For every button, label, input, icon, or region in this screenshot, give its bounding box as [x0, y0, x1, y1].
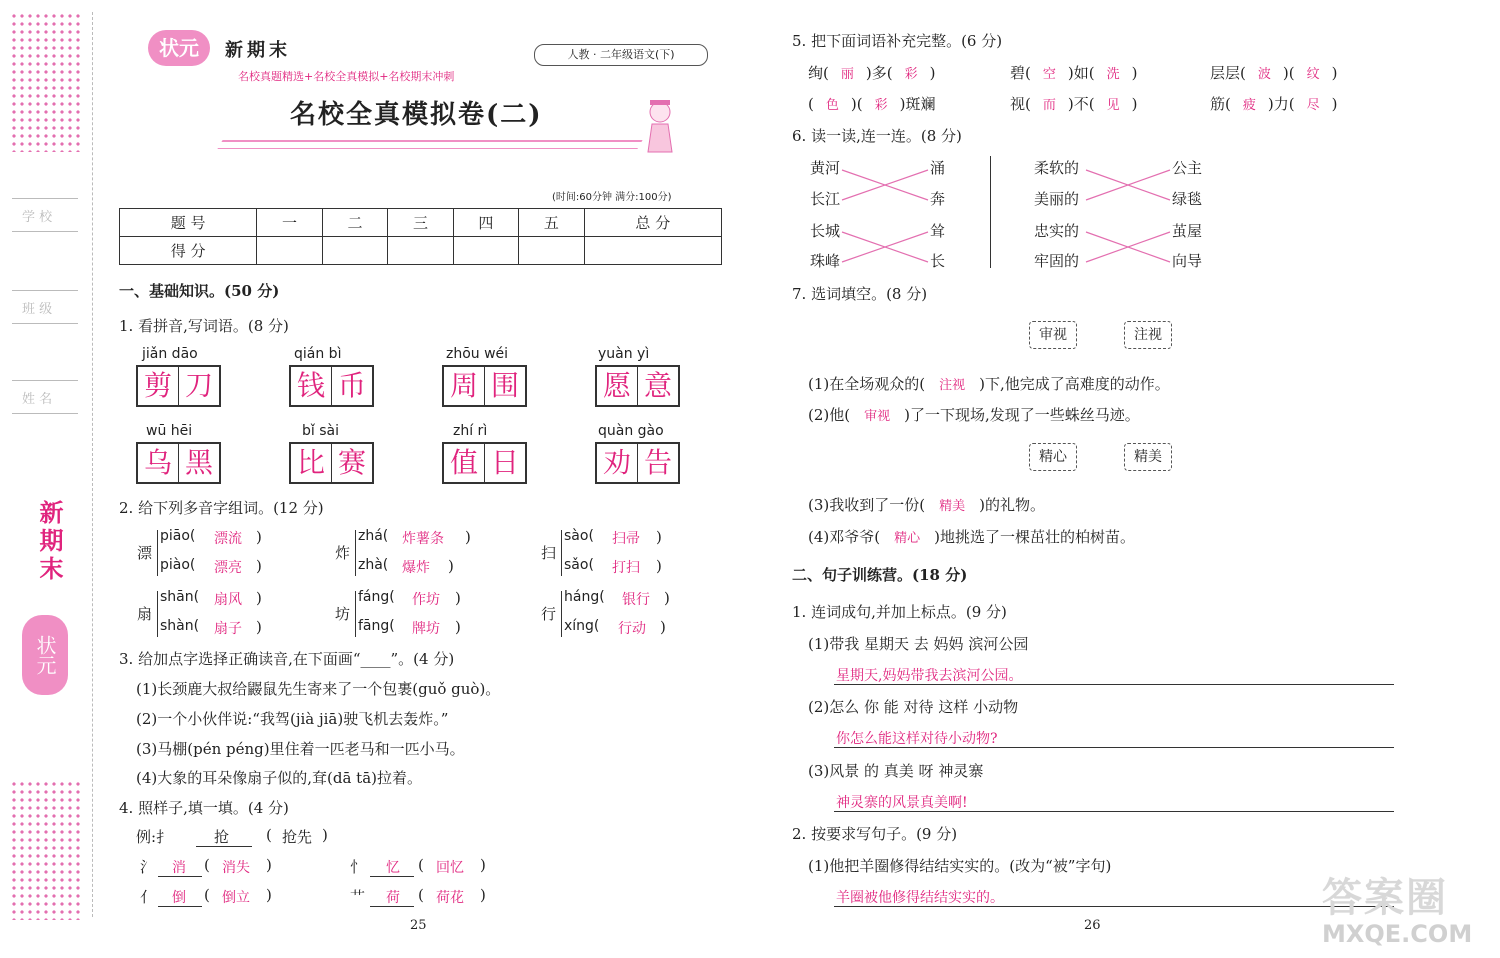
idiom-row: 绚( 丽 )多( 彩 ): [808, 64, 936, 82]
answer: 打扫: [612, 560, 640, 576]
page-number: 26: [1084, 918, 1101, 933]
char-grid: 周 围: [442, 365, 527, 407]
pinyin: shān(: [160, 589, 200, 605]
match-item[interactable]: 黄河: [810, 159, 841, 177]
paren: (: [266, 826, 272, 844]
radical: 氵: [140, 858, 156, 876]
paren: ): [256, 557, 262, 575]
fill-sentence: (3)我收到了一份( 精美 )的礼物。: [808, 496, 1045, 514]
word-box: 审视: [1029, 321, 1077, 349]
sentence: (3)马棚(pén péng)里住着一匹老马和一匹小马。: [136, 740, 465, 758]
paren: (: [418, 886, 424, 904]
idiom-row: 层层( 波 )( 纹 ): [1210, 64, 1338, 82]
brace: [157, 530, 158, 576]
watermark-logo: 答案圈: [1322, 875, 1448, 921]
answer-line: [834, 747, 1394, 748]
answer: 漂流: [214, 531, 242, 547]
table-cell: 四: [453, 209, 518, 237]
pinyin: sǎo(: [564, 557, 594, 573]
brace: [355, 591, 356, 637]
score-input[interactable]: [584, 237, 721, 265]
match-item[interactable]: 忠实的: [1034, 222, 1080, 240]
match-item[interactable]: 美丽的: [1034, 190, 1080, 208]
answer: 扫帚: [612, 531, 640, 547]
paren: (: [204, 886, 210, 904]
question-4: 4. 照样子,填一填。(4 分): [119, 799, 289, 817]
idiom-row: 碧( 空 )如( 洗 ): [1010, 64, 1138, 82]
paren: (: [418, 856, 424, 874]
name-field[interactable]: 姓 名: [12, 380, 78, 414]
brace: [157, 591, 158, 637]
answer: 消失: [222, 860, 250, 876]
answer-line: [834, 684, 1394, 685]
pinyin: sào(: [564, 528, 594, 544]
answer: 牌坊: [412, 621, 440, 637]
word-box: 精美: [1124, 443, 1172, 471]
example-label: 例:扌: [136, 828, 172, 846]
dot-pattern-bottom: [10, 780, 82, 920]
brace: [561, 530, 562, 576]
binding-line: [92, 12, 93, 917]
answer: 神灵寨的风景真美啊!: [836, 795, 968, 811]
paren: ): [664, 589, 670, 607]
answer: 你怎么能这样对待小动物?: [836, 731, 998, 747]
paren: ): [480, 856, 486, 874]
table-cell: 得 分: [120, 237, 257, 265]
brand-logo: 状元: [148, 30, 210, 66]
pinyin: háng(: [564, 589, 605, 605]
answer-line: [834, 811, 1394, 812]
table-row: [120, 209, 722, 237]
char-grid: 劝 告: [595, 442, 680, 484]
match-item[interactable]: 绿毯: [1172, 190, 1203, 208]
example-answer: 抢: [214, 828, 230, 846]
answer: 荷: [386, 890, 400, 906]
pinyin: piāo(: [160, 528, 196, 544]
series-name: 新期末: [225, 40, 291, 61]
pinyin: yuàn yì: [598, 346, 650, 362]
answer-line: [834, 906, 1394, 907]
match-item[interactable]: 珠峰: [810, 252, 841, 270]
answer: 倒立: [222, 890, 250, 906]
pinyin: piào(: [160, 557, 196, 573]
polyphone-char: 炸: [335, 544, 351, 562]
match-item[interactable]: 长江: [810, 190, 841, 208]
pinyin: zhí rì: [453, 423, 488, 439]
watermark-url: MXQE.COM: [1322, 920, 1473, 948]
underline: [370, 876, 414, 877]
pinyin: shàn(: [160, 618, 200, 634]
sidebar-logo: 状元: [22, 615, 68, 695]
pinyin: xíng(: [564, 618, 600, 634]
paren: ): [266, 886, 272, 904]
answer: 扇风: [214, 592, 242, 608]
match-item[interactable]: 耸: [930, 222, 946, 240]
question-5: 5. 把下面词语补充完整。(6 分): [792, 32, 1003, 50]
answer: 荷花: [436, 890, 464, 906]
idiom-row: 视( 而 )不( 见 ): [1010, 95, 1138, 113]
school-field[interactable]: 学 校: [12, 198, 78, 232]
paren: ): [256, 618, 262, 636]
exam-info: (时间:60分钟 满分:100分): [552, 192, 672, 203]
pinyin: quàn gào: [598, 423, 664, 439]
class-field[interactable]: 班 级: [12, 290, 78, 324]
word-list: (1)带我 星期天 去 妈妈 滨河公园: [808, 635, 1029, 653]
paren: ): [660, 618, 666, 636]
match-item[interactable]: 涌: [930, 159, 946, 177]
sentence: (1)长颈鹿大叔给鼹鼠先生寄来了一个包裹(guǒ guò)。: [136, 680, 501, 698]
fill-sentence: (1)在全场观众的( 注视 )下,他完成了高难度的动作。: [808, 375, 1170, 393]
answer: 漂亮: [214, 560, 242, 576]
brace: [561, 591, 562, 637]
match-item[interactable]: 牢固的: [1034, 252, 1080, 270]
word-list: (2)怎么 你 能 对待 这样 小动物: [808, 698, 1019, 716]
sentence: (2)一个小伙伴说:“我驾(jià jiā)驶飞机去轰炸。”: [136, 710, 449, 728]
section-heading: 二、句子训练营。(18 分): [792, 566, 968, 584]
answer: 忆: [386, 860, 400, 876]
match-lines-right: [1084, 160, 1172, 270]
polyphone-char: 扇: [137, 605, 153, 623]
paren: ): [455, 618, 461, 636]
book-tag: 人教 · 二年级语文(下): [534, 44, 708, 66]
char-grid: 比 赛: [289, 442, 374, 484]
page-number: 25: [410, 918, 427, 933]
word-list: (3)风景 的 真美 呀 神灵寨: [808, 762, 984, 780]
word-box: 精心: [1029, 443, 1077, 471]
table-cell: 五: [519, 209, 584, 237]
match-lines-left: [840, 160, 930, 270]
score-input[interactable]: [257, 237, 322, 265]
match-item[interactable]: 长: [930, 252, 946, 270]
word-box: 注视: [1124, 321, 1172, 349]
underline: [158, 906, 202, 907]
radical: 亻: [140, 888, 156, 906]
score-input[interactable]: [519, 237, 584, 265]
mascot-icon: [640, 96, 680, 156]
sentence: (4)大象的耳朵像扇子似的,耷(dā tā)拉着。: [136, 769, 423, 787]
score-input[interactable]: [322, 237, 387, 265]
paren: (: [204, 856, 210, 874]
page-title: 名校全真模拟卷(二): [290, 100, 543, 130]
answer: 倒: [172, 890, 186, 906]
match-item[interactable]: 柔软的: [1034, 159, 1080, 177]
paren: ): [266, 856, 272, 874]
paren: ): [465, 528, 471, 546]
idiom-row: ( 色 )( 彩 )斑斓: [808, 95, 936, 113]
pinyin: fāng(: [358, 618, 395, 634]
score-table: [119, 208, 722, 265]
match-item[interactable]: 奔: [930, 190, 946, 208]
table-cell: 一: [257, 209, 322, 237]
question-s2: 2. 按要求写句子。(9 分): [792, 825, 958, 843]
polyphone-char: 行: [541, 605, 557, 623]
sentence: (1)他把羊圈修得结结实实的。(改为“被”字句): [808, 857, 1112, 875]
table-row: [120, 237, 722, 265]
answer: 扇子: [214, 621, 242, 637]
answer: 炸薯条: [402, 531, 444, 547]
table-cell: 题 号: [120, 209, 257, 237]
question-2: 2. 给下列多音字组词。(12 分): [119, 499, 324, 517]
idiom-row: 筋( 疲 )力( 尽 ): [1210, 95, 1338, 113]
char-grid: 钱 币: [289, 365, 374, 407]
answer: 星期天,妈妈带我去滨河公园。: [836, 668, 1023, 684]
match-item[interactable]: 向导: [1172, 252, 1203, 270]
pinyin: bǐ sài: [302, 423, 339, 439]
char-grid: 剪 刀: [136, 365, 221, 407]
polyphone-char: 扫: [541, 544, 557, 562]
question-1: 1. 看拼音,写词语。(8 分): [119, 317, 289, 335]
radical: 艹: [350, 888, 366, 906]
table-cell: 总 分: [584, 209, 721, 237]
question-s1: 1. 连词成句,并加上标点。(9 分): [792, 603, 1007, 621]
sidebar-brand: 新期末: [35, 500, 64, 584]
match-item[interactable]: 公主: [1172, 159, 1203, 177]
question-6: 6. 读一读,连一连。(8 分): [792, 127, 962, 145]
pinyin: jiǎn dāo: [142, 346, 198, 362]
answer: 银行: [622, 592, 650, 608]
polyphone-char: 漂: [137, 544, 153, 562]
polyphone-char: 坊: [335, 605, 351, 623]
section-heading: 一、基础知识。(50 分): [119, 282, 280, 300]
pinyin: zhà(: [358, 557, 389, 573]
underline: [370, 906, 414, 907]
fill-sentence: (4)邓爷爷( 精心 )地挑选了一棵茁壮的柏树苗。: [808, 528, 1135, 546]
paren: ): [656, 557, 662, 575]
question-3: 3. 给加点字选择正确读音,在下面画“____”。(4 分): [119, 650, 455, 668]
char-grid: 乌 黑: [136, 442, 221, 484]
paren: ): [480, 886, 486, 904]
paren: ): [256, 528, 262, 546]
tagline: 名校真题精选+名校全真模拟+名校期末冲刺: [238, 70, 455, 83]
pinyin: wū hēi: [146, 423, 193, 439]
answer: 行动: [618, 621, 646, 637]
paren: ): [455, 589, 461, 607]
pinyin: qián bì: [294, 346, 342, 362]
match-item[interactable]: 长城: [810, 222, 841, 240]
divider: [990, 156, 991, 268]
paren: ): [256, 589, 262, 607]
score-input[interactable]: [388, 237, 453, 265]
paren: ): [656, 528, 662, 546]
underline: [196, 846, 252, 847]
answer: 回忆: [436, 860, 464, 876]
question-7: 7. 选词填空。(8 分): [792, 285, 928, 303]
paren: ): [448, 557, 454, 575]
title-underline: [217, 140, 642, 149]
answer: 作坊: [412, 592, 440, 608]
answer: 爆炸: [402, 560, 430, 576]
pinyin: fáng(: [358, 589, 395, 605]
score-input[interactable]: [453, 237, 518, 265]
radical: 忄: [350, 858, 366, 876]
pinyin: zhá(: [358, 528, 389, 544]
paren: ): [322, 826, 328, 844]
brace: [355, 530, 356, 576]
char-grid: 值 日: [442, 442, 527, 484]
fill-sentence: (2)他( 审视 )了一下现场,发现了一些蛛丝马迹。: [808, 406, 1140, 424]
table-cell: 二: [322, 209, 387, 237]
underline: [158, 876, 202, 877]
answer: 消: [172, 860, 186, 876]
dot-pattern-top: [10, 12, 82, 152]
answer: 羊圈被他修得结结实实的。: [836, 890, 1004, 906]
table-cell: 三: [388, 209, 453, 237]
match-item[interactable]: 茧屋: [1172, 222, 1203, 240]
example-word: 抢先: [282, 828, 313, 846]
char-grid: 愿 意: [595, 365, 680, 407]
pinyin: zhōu wéi: [446, 346, 509, 362]
